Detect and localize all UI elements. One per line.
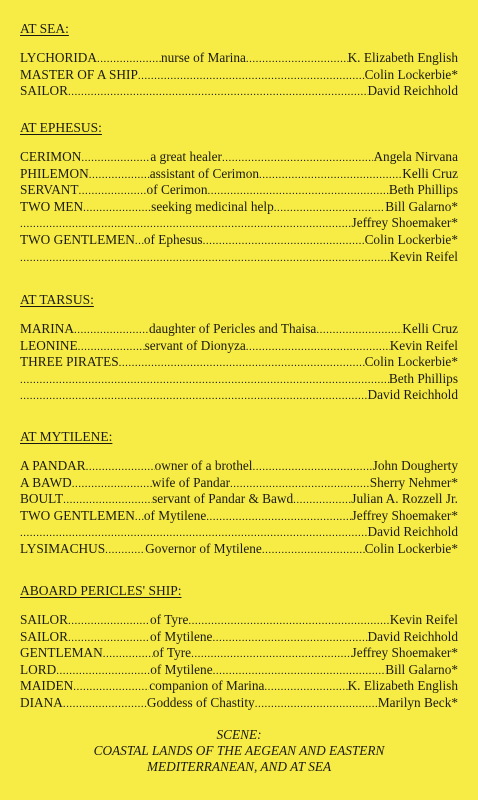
role-name: SAILOR bbox=[20, 612, 69, 627]
actor-name: Colin Lockerbie* bbox=[364, 231, 458, 247]
role-name: LYCHORIDA bbox=[20, 50, 97, 65]
role-description: servant of Pandar & Bawd bbox=[152, 491, 294, 507]
actor-name: Bill Galarno* bbox=[385, 198, 458, 214]
cast-row bbox=[20, 458, 458, 475]
cast-row bbox=[20, 508, 458, 525]
section-heading: AT MYTILENE: bbox=[20, 429, 113, 444]
cast-row bbox=[20, 232, 458, 249]
role-name: LYSIMACHUS bbox=[20, 540, 106, 556]
actor-name: Marilyn Beck* bbox=[377, 694, 458, 710]
cast-row bbox=[20, 215, 458, 232]
actor-name: Kelli Cruz bbox=[402, 165, 458, 181]
scene-note bbox=[0, 727, 478, 775]
cast-row bbox=[20, 678, 458, 695]
actor-name: Beth Phillips bbox=[388, 370, 458, 386]
actor-name: David Reichhold bbox=[367, 628, 458, 644]
section-at-tarsus bbox=[20, 292, 458, 404]
cast-row bbox=[20, 695, 458, 712]
role-description: of Tyre bbox=[150, 612, 189, 627]
role-name: TWO GENTLEMEN bbox=[20, 231, 135, 247]
role-description: seeking medicinal help bbox=[151, 198, 274, 214]
scene-label: SCENE: bbox=[216, 727, 262, 742]
section-heading: ABOARD PERICLES' SHIP: bbox=[20, 583, 182, 598]
role-description: of Cerimon bbox=[146, 182, 208, 198]
role-name: DIANA bbox=[20, 694, 63, 710]
role-name: SAILOR bbox=[20, 83, 69, 99]
cast-row bbox=[20, 354, 458, 371]
section-at-mytilene bbox=[20, 429, 458, 558]
cast-row bbox=[20, 645, 458, 662]
actor-name: Julian A. Rozzell Jr. bbox=[351, 491, 458, 507]
role-description: Goddess of Chastity bbox=[146, 694, 255, 710]
cast-row bbox=[20, 249, 458, 266]
role-description: wife of Pandar bbox=[151, 474, 231, 490]
role-name: CERIMON bbox=[20, 149, 82, 164]
cast-row bbox=[20, 199, 458, 216]
role-description: of Mytilene bbox=[150, 628, 213, 644]
role-name: BOULT bbox=[20, 491, 64, 507]
actor-name: Kevin Reifel bbox=[389, 248, 458, 264]
cast-row bbox=[20, 629, 458, 646]
actor-name: Sherry Nehmer* bbox=[369, 474, 458, 490]
cast-row bbox=[20, 83, 458, 100]
cast-row bbox=[20, 149, 458, 166]
cast-row bbox=[20, 387, 458, 404]
actor-name: Bill Galarno* bbox=[385, 661, 458, 677]
role-name: LEONINE bbox=[20, 337, 78, 353]
actor-name: David Reichhold bbox=[367, 83, 458, 99]
role-name: A BAWD bbox=[20, 474, 72, 490]
cast-row bbox=[20, 371, 458, 388]
actor-name: Jeffrey Shoemaker* bbox=[351, 215, 458, 231]
role-name: TWO GENTLEMEN bbox=[20, 507, 135, 523]
cast-row bbox=[20, 662, 458, 679]
role-name: MARINA bbox=[20, 321, 74, 336]
role-name: TWO MEN bbox=[20, 198, 84, 214]
role-name: SAILOR bbox=[20, 628, 69, 644]
role-name: SERVANT bbox=[20, 182, 79, 198]
role-description: nurse of Marina bbox=[160, 50, 246, 65]
actor-name: John Dougherty bbox=[372, 458, 458, 473]
actor-name: Colin Lockerbie* bbox=[364, 540, 458, 556]
actor-name: Jeffrey Shoemaker* bbox=[351, 645, 458, 661]
section-heading: AT SEA: bbox=[20, 21, 69, 36]
section-at-ephesus bbox=[20, 120, 458, 265]
cast-row bbox=[20, 50, 458, 67]
role-name: MAIDEN bbox=[20, 678, 74, 694]
actor-name: Colin Lockerbie* bbox=[364, 354, 458, 370]
role-description: of Mytilene bbox=[143, 507, 207, 523]
cast-row bbox=[20, 524, 458, 541]
role-description: of Tyre bbox=[152, 645, 192, 661]
cast-row bbox=[20, 612, 458, 629]
role-name: PHILEMON bbox=[20, 165, 89, 181]
role-description: a great healer bbox=[150, 149, 222, 164]
section-aboard-pericles-ship bbox=[20, 583, 458, 712]
actor-name: David Reichhold bbox=[367, 524, 458, 540]
actor-name: Angela Nirvana bbox=[373, 149, 458, 164]
actor-name: K. Elizabeth English bbox=[347, 50, 458, 65]
role-description: assistant of Cerimon bbox=[149, 165, 260, 181]
cast-row bbox=[20, 491, 458, 508]
actor-name: David Reichhold bbox=[367, 387, 458, 403]
scene-line-2: MEDITERRANEAN, AND AT SEA bbox=[146, 759, 332, 774]
role-description: companion of Marina bbox=[149, 678, 265, 694]
role-description: servant of Dionyza bbox=[144, 337, 246, 353]
cast-row bbox=[20, 67, 458, 84]
cast-row bbox=[20, 541, 458, 558]
role-description: of Ephesus bbox=[143, 231, 203, 247]
actor-name: Kevin Reifel bbox=[389, 337, 458, 353]
section-heading: AT EPHESUS: bbox=[20, 120, 102, 135]
role-name: LORD bbox=[20, 661, 57, 677]
role-description: daughter of Pericles and Thaisa bbox=[148, 321, 317, 336]
actor-name: Beth Phillips bbox=[388, 182, 458, 198]
role-description: owner of a brothel bbox=[154, 458, 253, 473]
actor-name: Jeffrey Shoemaker* bbox=[351, 507, 458, 523]
role-description: of Mytilene bbox=[150, 661, 213, 677]
role-name: MASTER OF A SHIP bbox=[20, 66, 138, 82]
scene-line-1: COASTAL LANDS OF THE AEGEAN AND EASTERN bbox=[93, 743, 385, 758]
role-name: A PANDAR bbox=[20, 458, 86, 473]
cast-row bbox=[20, 338, 458, 355]
actor-name: Kelli Cruz bbox=[402, 321, 458, 336]
section-heading: AT TARSUS: bbox=[20, 292, 94, 307]
actor-name: K. Elizabeth English bbox=[347, 678, 458, 694]
cast-row bbox=[20, 475, 458, 492]
role-name: THREE PIRATES bbox=[20, 354, 119, 370]
role-description: Governor of Mytilene bbox=[145, 540, 262, 556]
cast-row bbox=[20, 321, 458, 338]
cast-row bbox=[20, 166, 458, 183]
cast-row bbox=[20, 182, 458, 199]
actor-name: Colin Lockerbie* bbox=[364, 66, 458, 82]
role-name: GENTLEMAN bbox=[20, 645, 103, 661]
actor-name: Kevin Reifel bbox=[389, 612, 458, 627]
section-at-sea bbox=[20, 21, 458, 100]
